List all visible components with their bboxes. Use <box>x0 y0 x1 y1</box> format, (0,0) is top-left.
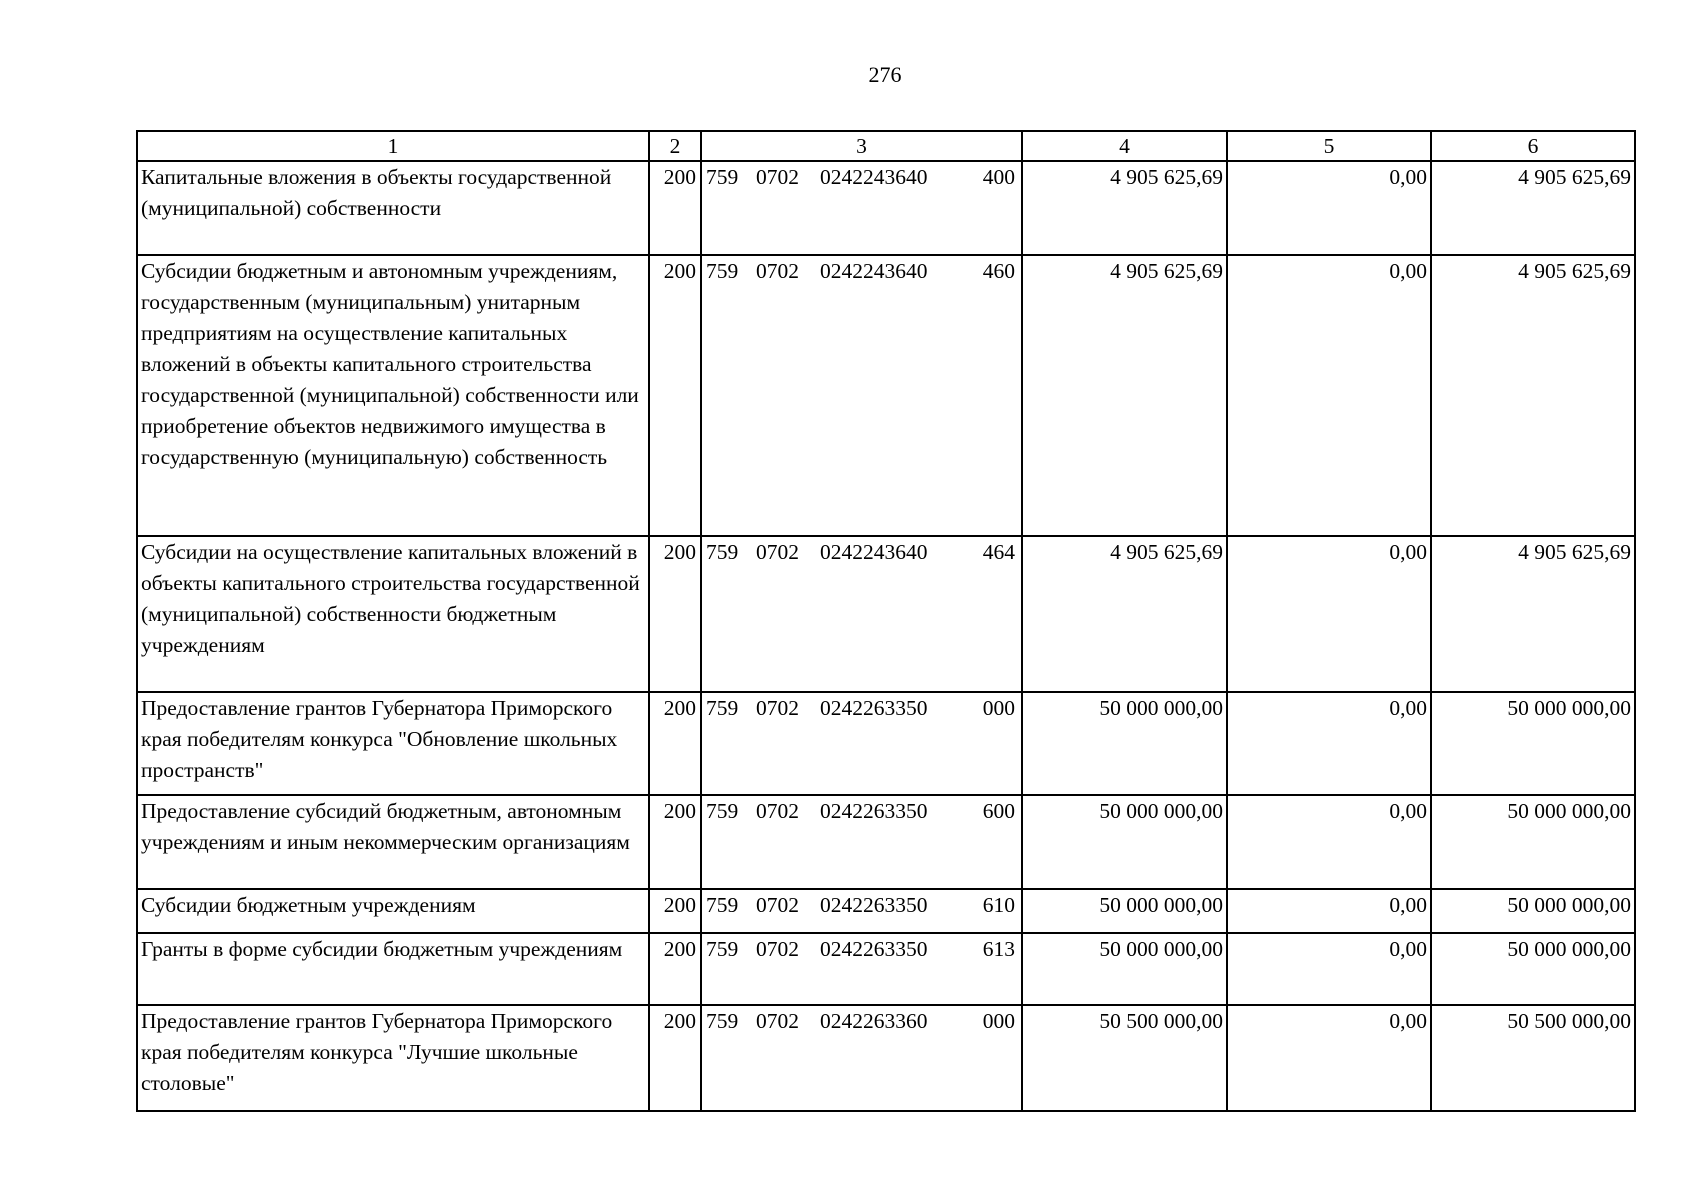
code-segment-c: 0242263350 <box>820 937 928 961</box>
table-row <box>137 161 1635 255</box>
column-header: 3 <box>701 131 1022 161</box>
row-col2: 200 <box>649 889 701 933</box>
code-segment-a: 759 <box>706 893 739 917</box>
budget-table <box>136 130 1636 1112</box>
row-col6: 50 500 000,00 <box>1431 1005 1635 1111</box>
code-segment-a: 759 <box>706 937 739 961</box>
row-col5: 0,00 <box>1227 795 1431 889</box>
row-col4: 50 000 000,00 <box>1022 933 1227 1005</box>
code-segment-d: 610 <box>982 893 1015 917</box>
row-col2: 200 <box>649 933 701 1005</box>
row-col2: 200 <box>649 255 701 536</box>
code-segment-a: 759 <box>706 259 739 283</box>
row-col6: 4 905 625,69 <box>1431 255 1635 536</box>
code-segment-c: 0242243640 <box>820 165 928 189</box>
row-col2: 200 <box>649 536 701 692</box>
row-col5: 0,00 <box>1227 161 1431 255</box>
table-row <box>137 933 1635 1005</box>
code-segment-d: 600 <box>982 799 1015 823</box>
column-header: 4 <box>1022 131 1227 161</box>
row-name: Гранты в форме субсидии бюджетным учреждениям <box>137 933 649 1005</box>
row-col6: 4 905 625,69 <box>1431 536 1635 692</box>
code-segment-b: 0702 <box>756 540 799 564</box>
row-code <box>701 889 1022 933</box>
code-segment-a: 759 <box>706 1009 739 1033</box>
code-segment-a: 759 <box>706 696 739 720</box>
table-row <box>137 255 1635 536</box>
row-col4: 50 000 000,00 <box>1022 795 1227 889</box>
row-code <box>701 161 1022 255</box>
row-code <box>701 1005 1022 1111</box>
table-row <box>137 795 1635 889</box>
row-col5: 0,00 <box>1227 692 1431 795</box>
code-segment-b: 0702 <box>756 165 799 189</box>
code-segment-c: 0242263350 <box>820 893 928 917</box>
code-segment-d: 400 <box>982 165 1015 189</box>
row-col5: 0,00 <box>1227 536 1431 692</box>
row-name: Предоставление грантов Губернатора Приморского края победителям конкурса "Обновление школьных пространств" <box>137 692 649 795</box>
code-segment-c: 0242263360 <box>820 1009 928 1033</box>
row-code <box>701 933 1022 1005</box>
code-segment-c: 0242243640 <box>820 540 928 564</box>
row-col6: 50 000 000,00 <box>1431 933 1635 1005</box>
row-col2: 200 <box>649 161 701 255</box>
row-code <box>701 795 1022 889</box>
table-row <box>137 692 1635 795</box>
code-segment-a: 759 <box>706 165 739 189</box>
row-col4: 50 000 000,00 <box>1022 692 1227 795</box>
code-segment-a: 759 <box>706 799 739 823</box>
row-name: Субсидии бюджетным и автономным учреждениям, государственным (муниципальным) унитарным предприятиям на осуществление капитальных вложений в объекты капитального строительства государственной (муниципальной) собственности или приобретение объектов недвижимого имущества в государственную (муниципальную) собственность <box>137 255 649 536</box>
page-number: 276 <box>868 62 902 87</box>
row-col2: 200 <box>649 692 701 795</box>
column-header: 1 <box>137 131 649 161</box>
row-name: Предоставление субсидий бюджетным, автономным учреждениям и иным некоммерческим организациям <box>137 795 649 889</box>
code-segment-a: 759 <box>706 540 739 564</box>
code-segment-c: 0242263350 <box>820 696 928 720</box>
column-header: 5 <box>1227 131 1431 161</box>
row-name: Предоставление грантов Губернатора Приморского края победителям конкурса "Лучшие школьные столовые" <box>137 1005 649 1111</box>
code-segment-b: 0702 <box>756 893 799 917</box>
row-name: Капитальные вложения в объекты государственной (муниципальной) собственности <box>137 161 649 255</box>
row-col4: 4 905 625,69 <box>1022 161 1227 255</box>
row-name: Субсидии бюджетным учреждениям <box>137 889 649 933</box>
row-col6: 4 905 625,69 <box>1431 161 1635 255</box>
row-col2: 200 <box>649 1005 701 1111</box>
table-header-row <box>137 131 1635 161</box>
row-col5: 0,00 <box>1227 889 1431 933</box>
row-name: Субсидии на осуществление капитальных вложений в объекты капитального строительства государственной (муниципальной) собственности бюджетным учреждениям <box>137 536 649 692</box>
code-segment-c: 0242263350 <box>820 799 928 823</box>
row-code <box>701 536 1022 692</box>
row-code <box>701 692 1022 795</box>
code-segment-d: 613 <box>982 937 1015 961</box>
code-segment-b: 0702 <box>756 696 799 720</box>
code-segment-d: 460 <box>982 259 1015 283</box>
row-col4: 50 500 000,00 <box>1022 1005 1227 1111</box>
row-col2: 200 <box>649 795 701 889</box>
code-segment-b: 0702 <box>756 799 799 823</box>
row-col6: 50 000 000,00 <box>1431 692 1635 795</box>
code-segment-b: 0702 <box>756 259 799 283</box>
code-segment-b: 0702 <box>756 937 799 961</box>
column-header: 2 <box>649 131 701 161</box>
code-segment-d: 000 <box>982 696 1015 720</box>
row-col5: 0,00 <box>1227 933 1431 1005</box>
code-segment-d: 464 <box>982 540 1015 564</box>
row-col6: 50 000 000,00 <box>1431 795 1635 889</box>
code-segment-c: 0242243640 <box>820 259 928 283</box>
row-code <box>701 255 1022 536</box>
table-row <box>137 536 1635 692</box>
row-col5: 0,00 <box>1227 1005 1431 1111</box>
row-col5: 0,00 <box>1227 255 1431 536</box>
column-header: 6 <box>1431 131 1635 161</box>
table-row <box>137 1005 1635 1111</box>
table-row <box>137 889 1635 933</box>
row-col6: 50 000 000,00 <box>1431 889 1635 933</box>
row-col4: 4 905 625,69 <box>1022 255 1227 536</box>
row-col4: 50 000 000,00 <box>1022 889 1227 933</box>
row-col4: 4 905 625,69 <box>1022 536 1227 692</box>
code-segment-b: 0702 <box>756 1009 799 1033</box>
code-segment-d: 000 <box>982 1009 1015 1033</box>
